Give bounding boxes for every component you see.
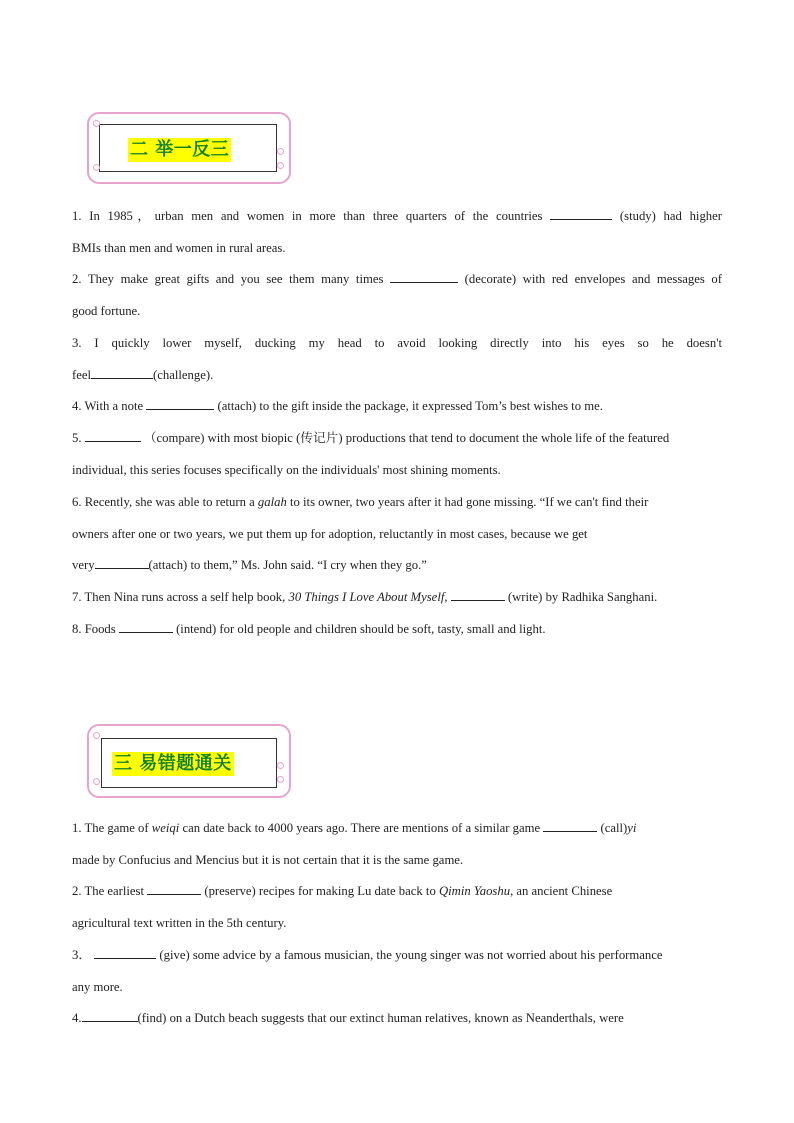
answer-blank[interactable]: [91, 367, 153, 379]
question-2-4: 4. With a note (attach) to the gift inside the package, it expressed Tom’s best wishes to me.: [72, 399, 603, 413]
answer-blank[interactable]: [94, 947, 156, 959]
question-2-7: 7. Then Nina runs across a self help book, 30 Things I Love About Myself, (write) by Radhika Sanghani.: [72, 590, 658, 604]
question-3-2: 2. The earliest (preserve) recipes for making Lu date back to Qimin Yaoshu, an ancient Chinese agricultural text written in the 5th century.: [72, 884, 613, 930]
answer-blank[interactable]: [95, 557, 149, 569]
decor-dot-icon: [277, 148, 284, 155]
answer-blank[interactable]: [550, 208, 612, 220]
question-2-2: 2. They make great gifts and you see them many times (decorate) with red envelopes and messages of good fortune.: [72, 272, 722, 318]
answer-blank[interactable]: [85, 430, 141, 442]
answer-blank[interactable]: [451, 589, 505, 601]
question-2-5: 5. （compare) with most biopic (传记片) productions that tend to document the whole life of the featured individual, this series focuses specifically on the individuals' most shining moments.: [72, 431, 670, 477]
decor-dot-icon: [277, 776, 284, 783]
decor-dot-icon: [277, 162, 284, 169]
decor-dot-icon: [93, 120, 100, 127]
question-2-6: 6. Recently, she was able to return a galah to its owner, two years after it had gone missing. “If we can't find their owners after one or two years, we put them up for adoption, reluctantly in most cases, because we get very (attach) to them,” Ms. John said. “I cry when they go.”: [72, 495, 649, 572]
answer-blank[interactable]: [119, 621, 173, 633]
question-2-3: 3. I quickly lower myself, ducking my head to avoid looking directly into his eyes so he doesn't feel (challenge).: [72, 336, 722, 382]
decor-dot-icon: [93, 778, 100, 785]
decor-dot-icon: [93, 732, 100, 739]
question-3-1: 1. The game of weiqi can date back to 4000 years ago. There are mentions of a similar game (call)yi made by Confucius and Mencius but it is not certain that it is the same game.: [72, 821, 637, 867]
question-2-8: 8. Foods (intend) for old people and children should be soft, tasty, small and light.: [72, 622, 546, 636]
answer-blank[interactable]: [147, 883, 201, 895]
question-2-1: 1. In 1985，urban men and women in more than three quarters of the countries (study) had higher BMIs than men and women in rural areas.: [72, 209, 723, 255]
answer-blank[interactable]: [146, 398, 214, 410]
answer-blank[interactable]: [390, 271, 458, 283]
answer-blank[interactable]: [543, 820, 597, 832]
question-3-3: 3． (give) some advice by a famous musician, the young singer was not worried about his performance any more.: [72, 948, 663, 994]
section-2-heading: 二 举一反三: [130, 139, 230, 160]
answer-blank[interactable]: [82, 1010, 138, 1022]
decor-dot-icon: [93, 164, 100, 171]
decor-dot-icon: [277, 762, 284, 769]
question-3-4: 4. (find) on a Dutch beach suggests that our extinct human relatives, known as Neanderthals, were: [72, 1011, 624, 1025]
section-3-heading: 三 易错题通关: [114, 753, 232, 774]
